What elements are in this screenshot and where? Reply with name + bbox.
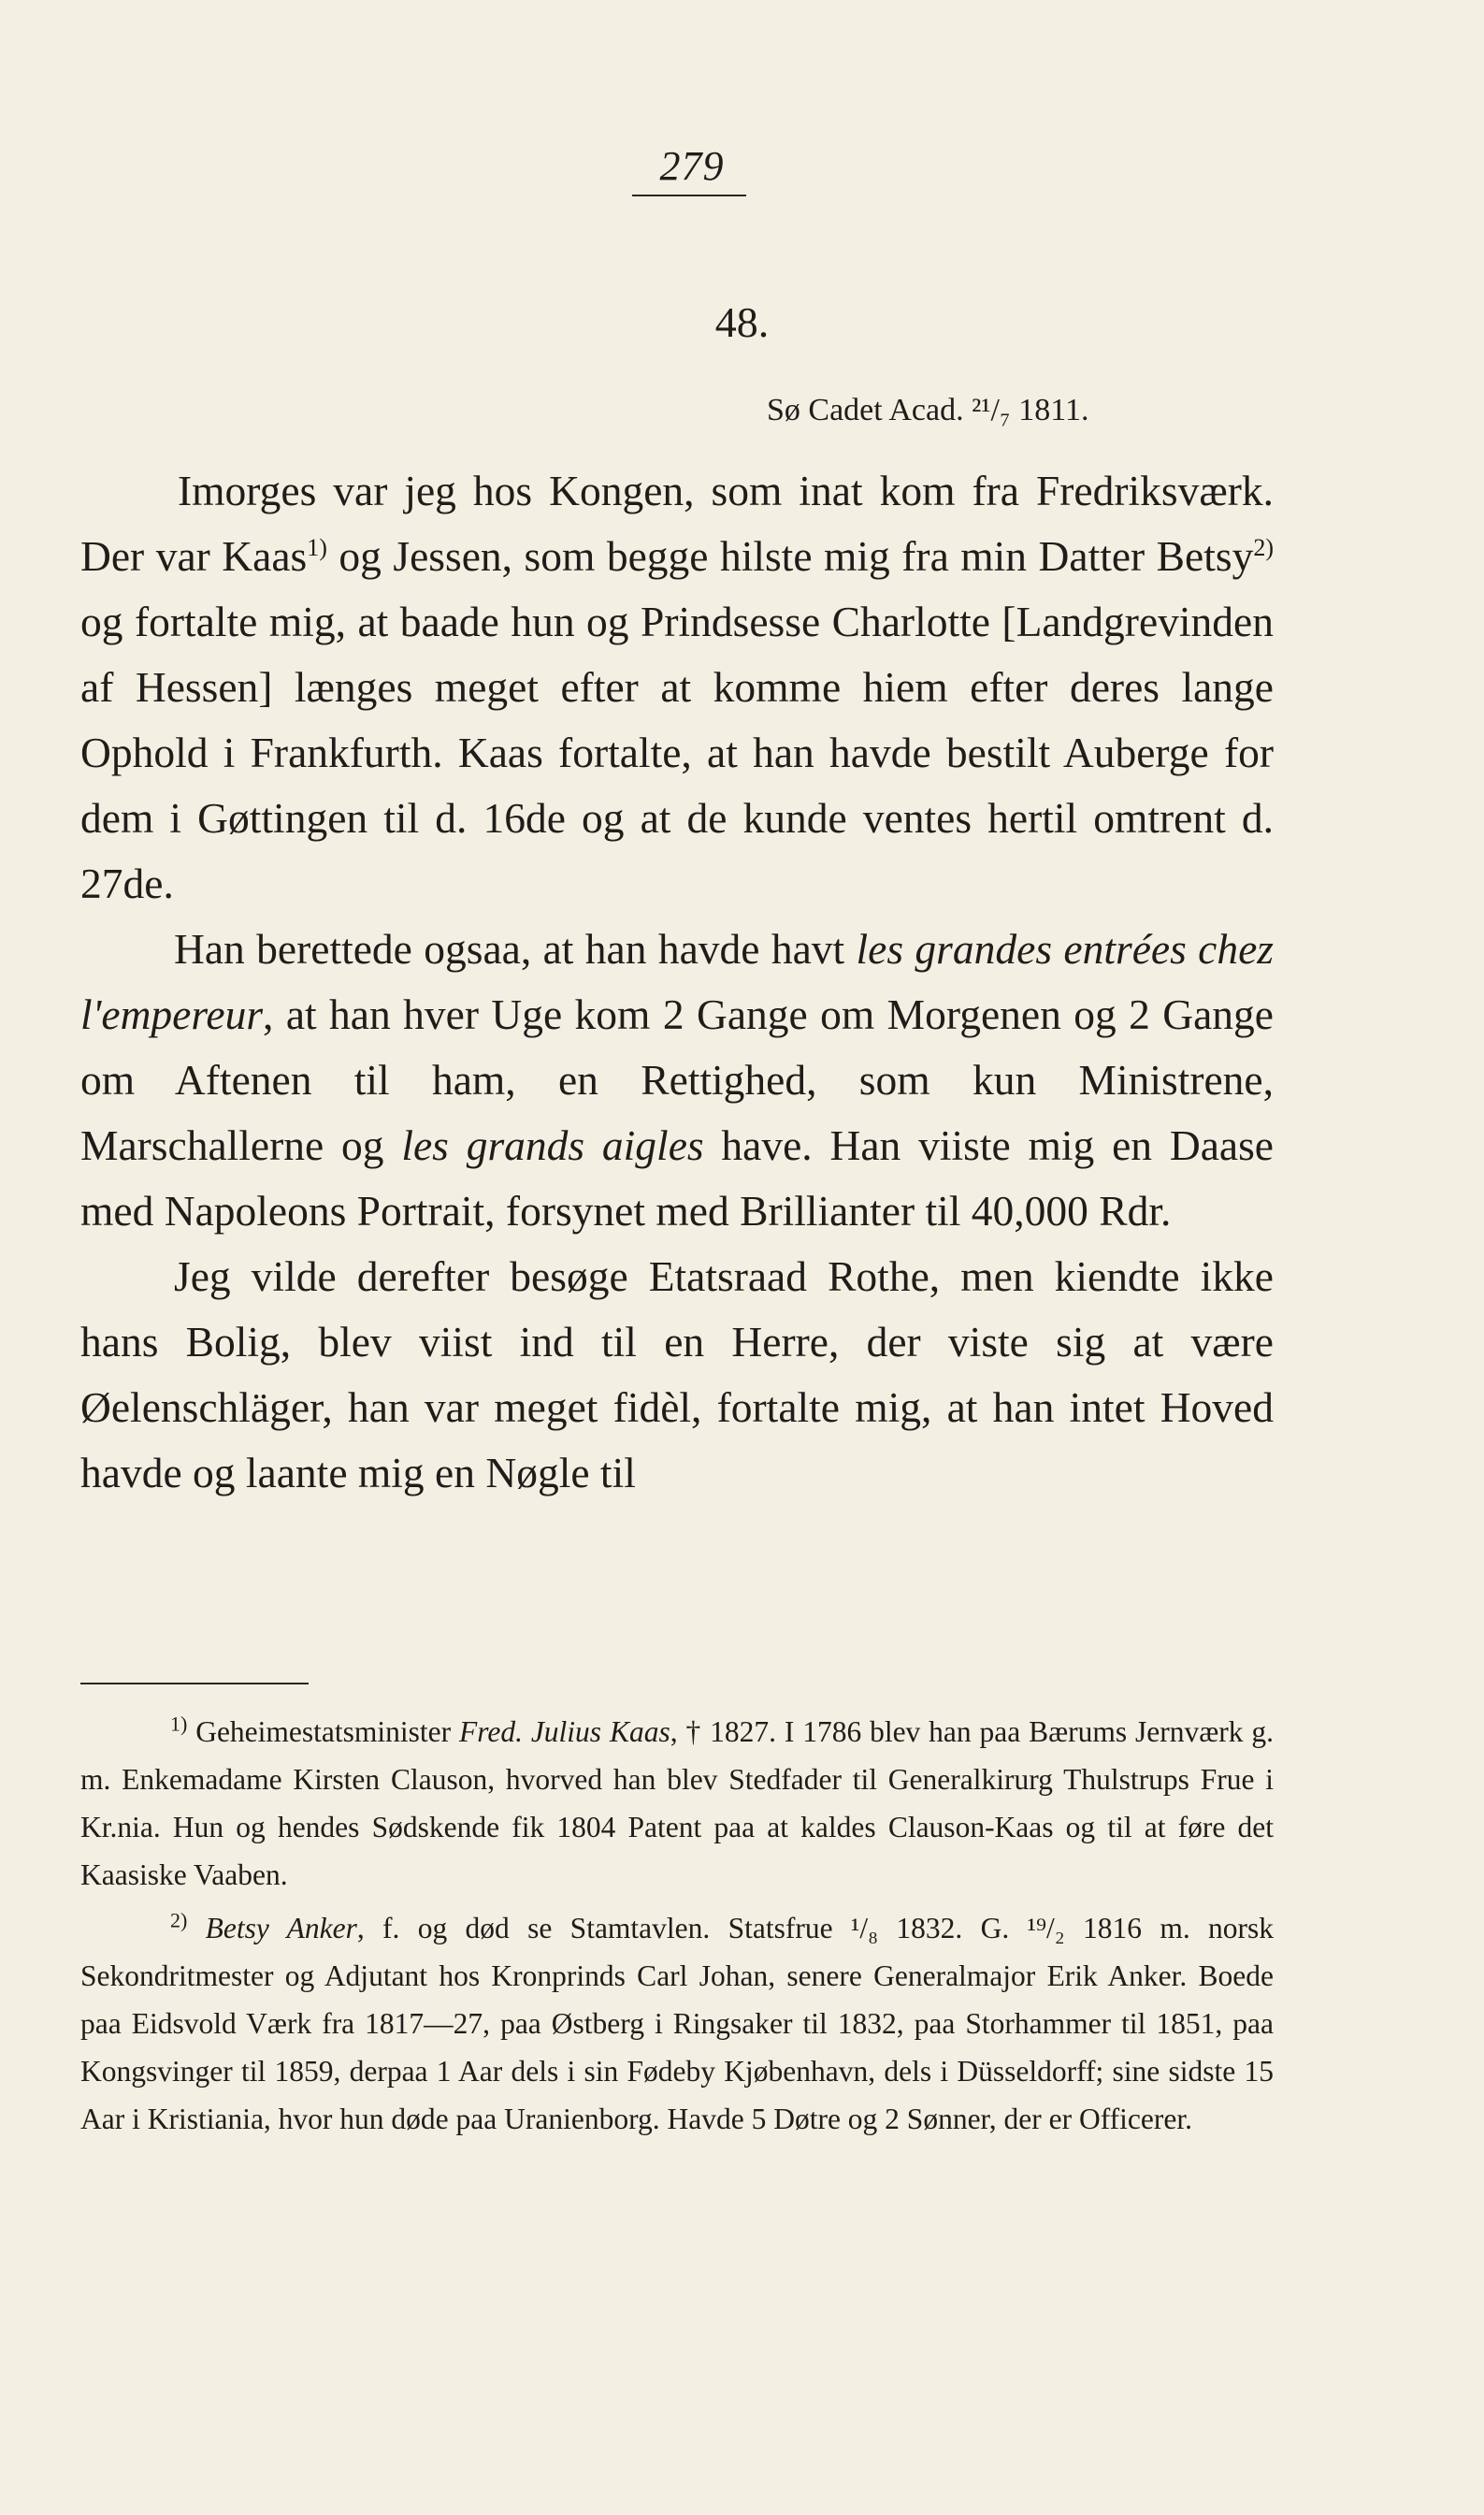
paragraph: [80, 458, 1274, 917]
footnote-separator: [80, 1683, 309, 1684]
text-run: , f. og død se Stamtavlen. Statsfrue ¹/₈ 1832. G. ¹⁹/₂ 1816 m. norsk Sekondritmester og Adjutant hos Kronprinds Carl Johan, senere Generalmajor Erik Anker. Boede paa Eidsvold Værk fra 1817—27, paa Østberg i Ringsaker til 1832, paa Storhammer til 1851, paa Kongsvinger til 1859, derpaa 1 Aar dels i sin Fødeby Kjøbenhavn, dels i Düsseldorff; sine sidste 15 Aar i Kristiania, hvor hun døde paa Uranienborg. Havde 5 Døtre og 2 Sønner, der er Officerer.: [80, 1912, 1275, 2135]
italic-text: Betsy Anker: [205, 1912, 357, 1944]
text-run: og fortalte mig, at baade hun og Prindsesse Charlotte [Landgrevinden af Hessen] længes meget efter at komme hiem efter deres lange Ophold i Frankfurth. Kaas fortalte, at han havde bestilt Auberge for dem i Gøttingen til d. 16de og at de kunde ventes hertil omtrent d. 27de.: [80, 598, 1274, 907]
page-number-underline: [632, 195, 746, 196]
italic-text: les grandes entrées chez l'empereur: [80, 925, 1275, 1038]
paragraph: [80, 1244, 1274, 1506]
footnote-mark: 1): [170, 1712, 188, 1736]
italic-text: les grands aigles: [401, 1121, 704, 1169]
text-run: Han berettede ogsaa, at han havde havt: [174, 925, 857, 973]
footnote: [80, 1904, 1274, 2143]
footnote-reference: 1): [307, 533, 327, 561]
text-run: Imorges var jeg hos Kongen, som inat kom fra Fredriksværk. Der var Kaas: [80, 467, 1274, 580]
paragraph: [80, 917, 1274, 1244]
footnote: [80, 1708, 1274, 1899]
text-run: , at han hver Uge kom 2 Gange om Morgenen og 2 Gange om Aftenen til ham, en Rettighed, som kun Ministrene, Marschallerne og: [80, 990, 1274, 1169]
text-run: Geheimestatsminister: [187, 1715, 460, 1748]
text-run: [187, 1912, 205, 1944]
text-run: have. Han viiste mig en Daase med Napoleons Portrait, forsynet med Brillianter til 40,000 Rdr.: [80, 1121, 1274, 1235]
footnotes: [80, 1708, 1274, 2148]
footnote-mark: 2): [170, 1908, 188, 1932]
text-run: Jeg vilde derefter besøge Etatsraad Rothe, men kiendte ikke hans Bolig, blev viist ind til en Herre, der viste sig at være Øelenschläger, han var meget fidèl, fortalte mig, at han intet Hoved havde og laante mig en Nøgle til: [80, 1252, 1274, 1496]
italic-text: Fred. Julius Kaas: [459, 1715, 670, 1748]
text-run: , † 1827. I 1786 blev han paa Bærums Jernværk g. m. Enkemadame Kirsten Clauson, hvorved han blev Stedfader til Generalkirurg Thulstrups Frue i Kr.nia. Hun og hendes Sødskende fik 1804 Patent paa at kaldes Clauson-Kaas og til at føre det Kaasiske Vaaben.: [80, 1715, 1274, 1891]
dateline: Sø Cadet Acad. ²¹/₇ 1811.: [767, 393, 1089, 427]
footnote-reference: 2): [1253, 533, 1274, 561]
letter-number: 48.: [714, 298, 770, 346]
body-text: [80, 458, 1274, 1506]
page-number: 279: [659, 143, 725, 189]
text-run: og Jessen, som begge hilste mig fra min Datter Betsy: [326, 532, 1254, 580]
